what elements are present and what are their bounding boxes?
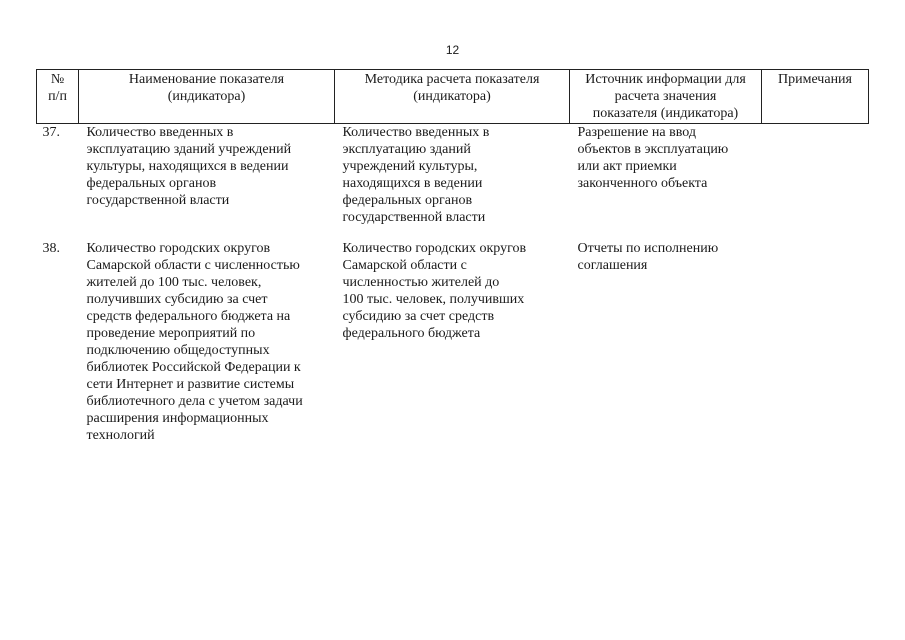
header-calculation-method: Методика расчета показателя (индикатора) <box>335 70 570 124</box>
notes <box>762 228 869 444</box>
header-number: № п/п <box>37 70 79 124</box>
header-information-source: Источник информации для расчета значения показателя (индикатора) <box>570 70 762 124</box>
information-source: Разрешение на ввод объектов в эксплуатацию или акт приемки законченного объекта <box>577 125 729 191</box>
notes <box>762 124 869 229</box>
header-notes: Примечания <box>762 70 869 124</box>
header-indicator-name: Наименование показателя (индикатора) <box>79 70 335 124</box>
page-number: 12 <box>445 43 460 57</box>
row-number: 37. <box>42 125 60 140</box>
table-row <box>37 124 869 229</box>
calculation-method: Количество городских округов Самарской области с численностью жителей до 100 тыс. человек, получивших субсидию за счет средств федерального бюджета <box>342 241 527 341</box>
row-number: 38. <box>42 241 60 256</box>
calculation-method: Количество введенных в эксплуатацию зданий учреждений культуры, находящихся в ведении федеральных органов государственной власти <box>342 125 490 225</box>
table-header-row <box>37 70 869 124</box>
information-source: Отчеты по исполнению соглашения <box>577 241 719 273</box>
indicator-table <box>36 69 869 444</box>
indicator-name: Количество введенных в эксплуатацию зданий учреждений культуры, находящихся в ведении федеральных органов государственной власти <box>86 125 292 208</box>
table-row <box>37 228 869 444</box>
indicator-name: Количество городских округов Самарской области с численностью жителей до 100 тыс. человек, получивших субсидию за счет средств федерального бюджета на проведение мероприятий по подключению общедоступных библиотек Российской Федерации к сети Интернет и развитие системы библиотечного дела с учетом задачи расширения информационных технологий <box>86 241 303 443</box>
